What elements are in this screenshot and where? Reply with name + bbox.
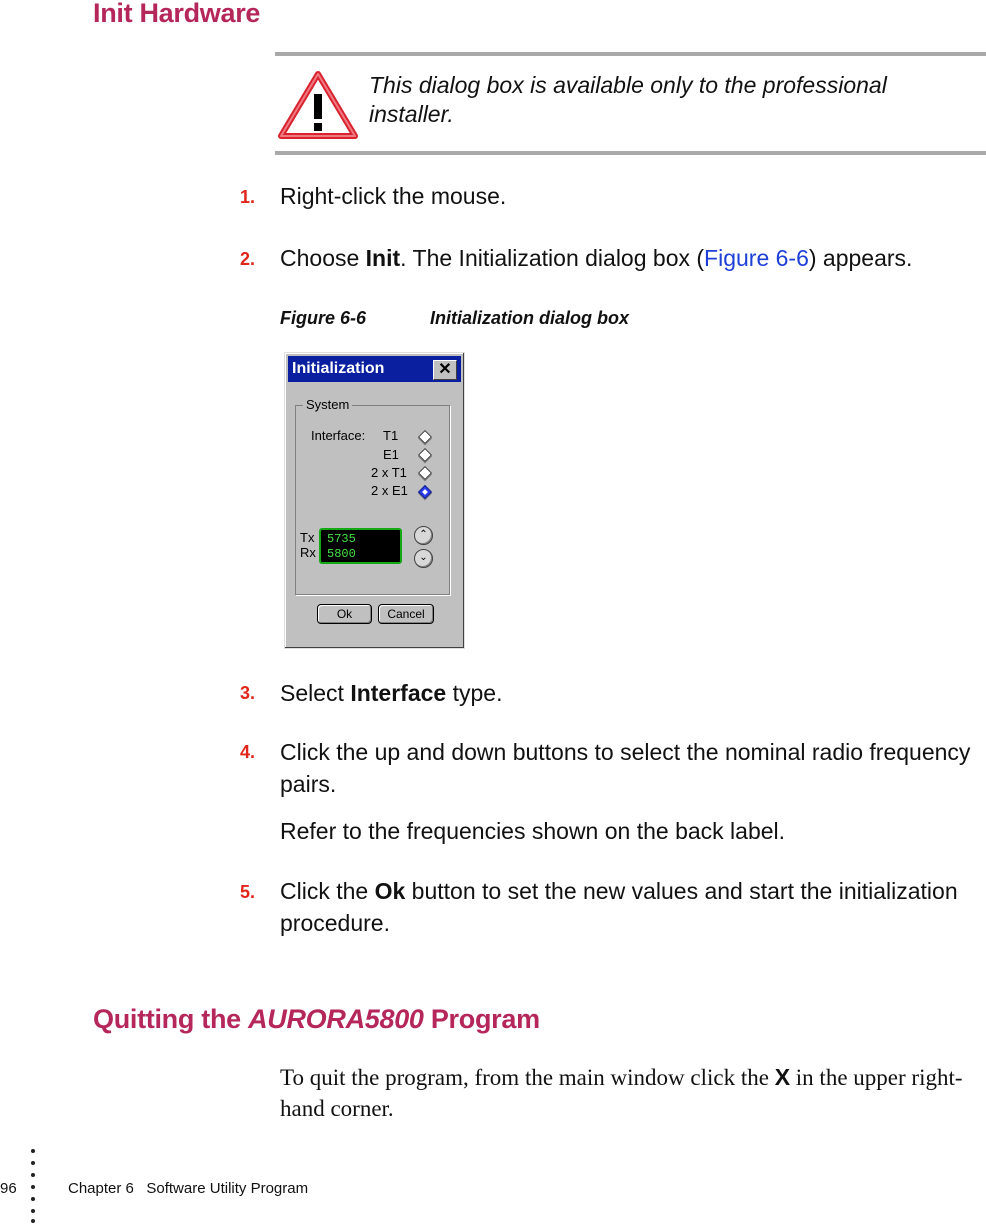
product-name: AURORA5800 <box>248 1004 424 1034</box>
frequency-display <box>319 528 402 564</box>
bold-term: Ok <box>374 878 406 904</box>
step-number: 2. <box>240 249 256 269</box>
option-label: 2 x E1 <box>371 483 408 498</box>
tx-value: 5735 <box>327 532 356 546</box>
warning-top-rule <box>275 52 986 56</box>
step-text: Right-click the mouse. <box>280 183 507 209</box>
ok-button[interactable]: Ok <box>317 604 372 624</box>
chapter-title: Chapter 6 Software Utility Program <box>68 1180 309 1197</box>
figure-caption: Initialization dialog box <box>430 308 630 328</box>
step-number: 4. <box>240 742 256 762</box>
initialization-dialog <box>284 352 465 649</box>
step-subtext: Refer to the frequencies shown on the back label. <box>280 818 786 844</box>
figure-label: Figure 6-6 <box>280 308 367 328</box>
step-text: Click the up and down buttons to select the nominal radio frequency pairs. <box>280 739 971 797</box>
group-label: System <box>303 397 352 412</box>
interface-label: Interface: <box>311 428 366 443</box>
warning-bottom-rule <box>275 151 986 155</box>
option-label: T1 <box>383 428 399 443</box>
body-paragraph: To quit the program, from the main window click the X in the upper right-hand corner. <box>280 1064 963 1121</box>
bold-term: Interface <box>350 680 447 706</box>
step-number: 5. <box>240 882 256 902</box>
warning-text: This dialog box is available only to the professional installer. <box>369 72 887 127</box>
warning-triangle-icon <box>277 70 359 140</box>
frequency-up-button[interactable]: ⌃ <box>414 526 433 545</box>
section-title: Quitting the AURORA5800 Program <box>93 1004 540 1034</box>
step-text: Select Interface type. <box>280 680 503 706</box>
frequency-down-button[interactable]: ⌄ <box>414 549 433 568</box>
rx-value: 5800 <box>327 547 356 561</box>
dialog-title: Initialization <box>292 360 385 377</box>
option-label: 2 x T1 <box>371 465 407 480</box>
option-label: E1 <box>383 447 399 462</box>
cancel-button[interactable]: Cancel <box>378 604 434 624</box>
rx-label: Rx <box>300 545 316 560</box>
figure-link[interactable]: Figure 6-6 <box>704 245 809 271</box>
dialog-titlebar <box>288 356 461 382</box>
step-text: Click the Ok button to set the new values and start the initialization procedure. <box>280 878 958 936</box>
close-button[interactable]: ✕ <box>433 360 457 380</box>
bold-term: X <box>774 1064 791 1090</box>
tx-label: Tx <box>300 530 315 545</box>
step-number: 1. <box>240 187 256 207</box>
section-title: Init Hardware <box>93 0 261 28</box>
step-text: Choose Init. The Initialization dialog box (Figure 6-6) appears. <box>280 245 913 271</box>
dot-leader <box>30 1148 34 1229</box>
page-number: 96 <box>0 1180 17 1197</box>
step-number: 3. <box>240 683 256 703</box>
bold-term: Init <box>365 245 401 271</box>
